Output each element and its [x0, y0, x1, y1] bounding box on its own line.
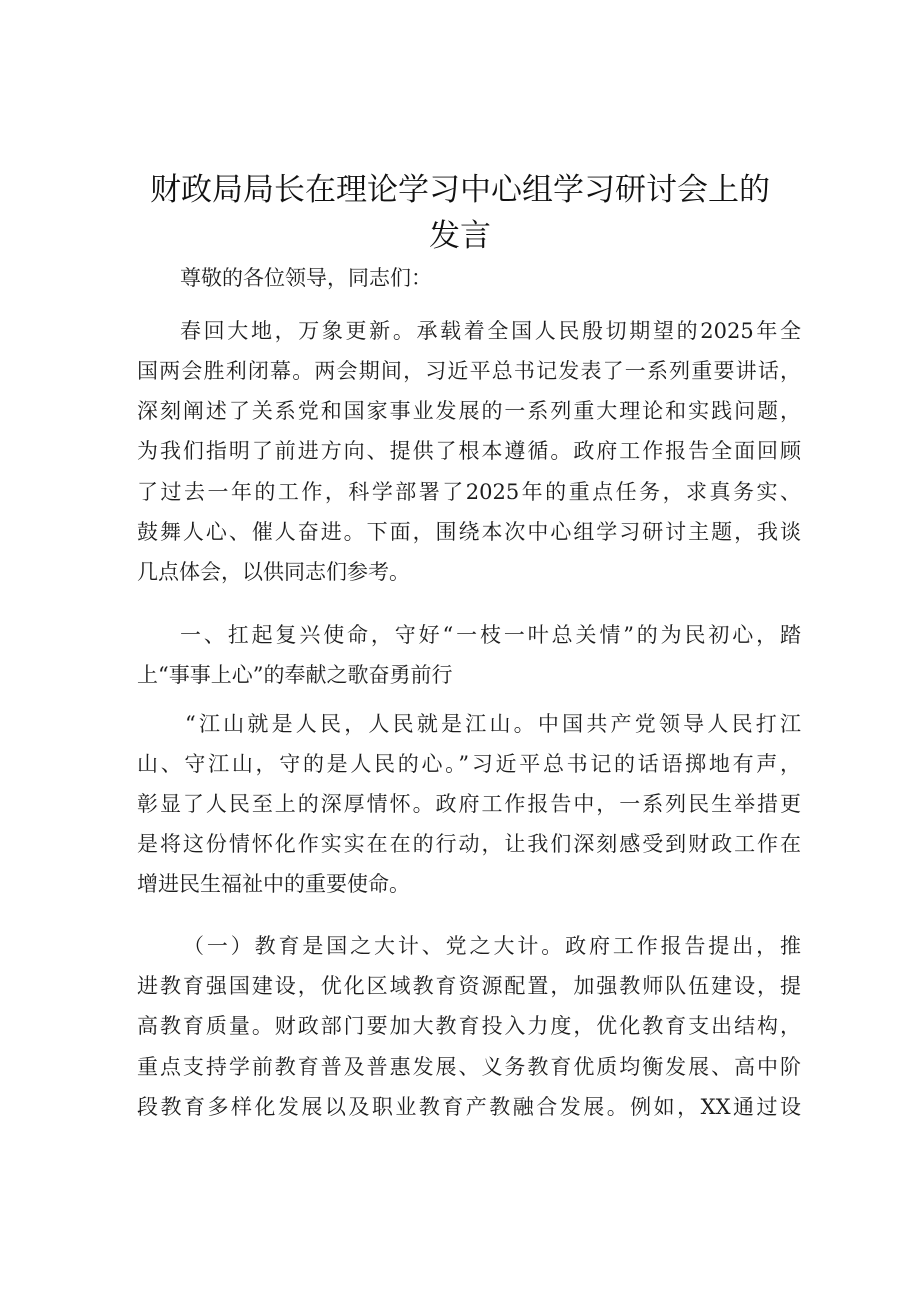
- paragraph-line: 段教育多样化发展以及职业教育产教融合发展。例如，XX通过设: [137, 1095, 801, 1119]
- paragraph-line: 高教育质量。财政部门要加大教育投入力度，优化教育支出结构，: [137, 1014, 801, 1038]
- section-heading-line: 一、扛起复兴使命，守好“一枝一叶总关情”的为民初心，踏: [180, 623, 801, 647]
- paragraph-line: 重点支持学前教育普及普惠发展、义务教育优质均衡发展、高中阶: [137, 1055, 801, 1079]
- paragraph-line: 深刻阐述了关系党和国家事业发展的一系列重大理论和实践问题，: [137, 399, 801, 423]
- paragraph-line: 几点体会，以供同志们参考。: [137, 560, 410, 584]
- paragraph-line: （一）教育是国之大计、党之大计。政府工作报告提出，推: [183, 934, 801, 958]
- document-title-line-2: 发言: [429, 218, 491, 254]
- paragraph-line: 国两会胜利闭幕。两会期间，习近平总书记发表了一系列重要讲话，: [137, 359, 801, 383]
- paragraph-line: 春回大地，万象更新。承载着全国人民殷切期望的2025年全: [180, 319, 801, 343]
- salutation: 尊敬的各位领导，同志们：: [180, 266, 432, 290]
- paragraph-line: 彰显了人民至上的深厚情怀。政府工作报告中，一系列民生举措更: [137, 792, 801, 816]
- paragraph-line: 为我们指明了前进方向、提供了根本遵循。政府工作报告全面回顾: [137, 439, 801, 463]
- paragraph-line: 山、守江山，守的是人民的心。”习近平总书记的话语掷地有声，: [137, 752, 801, 776]
- paragraph-line: 鼓舞人心、催人奋进。下面，围绕本次中心组学习研讨主题，我谈: [137, 520, 801, 544]
- paragraph-line: “江山就是人民，人民就是江山。中国共产党领导人民打江: [185, 712, 801, 736]
- paragraph-line: 了过去一年的工作，科学部署了2025年的重点任务，求真务实、: [137, 480, 801, 504]
- paragraph-line: 是将这份情怀化作实实在在的行动，让我们深刻感受到财政工作在: [137, 832, 801, 856]
- paragraph-line: 增进民生福祉中的重要使命。: [137, 872, 410, 896]
- paragraph-line: 进教育强国建设，优化区域教育资源配置，加强教师队伍建设，提: [137, 974, 801, 998]
- document-title-line-1: 财政局局长在理论学习中心组学习研讨会上的: [150, 172, 770, 208]
- section-heading-line: 上“事事上心”的奉献之歌奋勇前行: [137, 663, 453, 687]
